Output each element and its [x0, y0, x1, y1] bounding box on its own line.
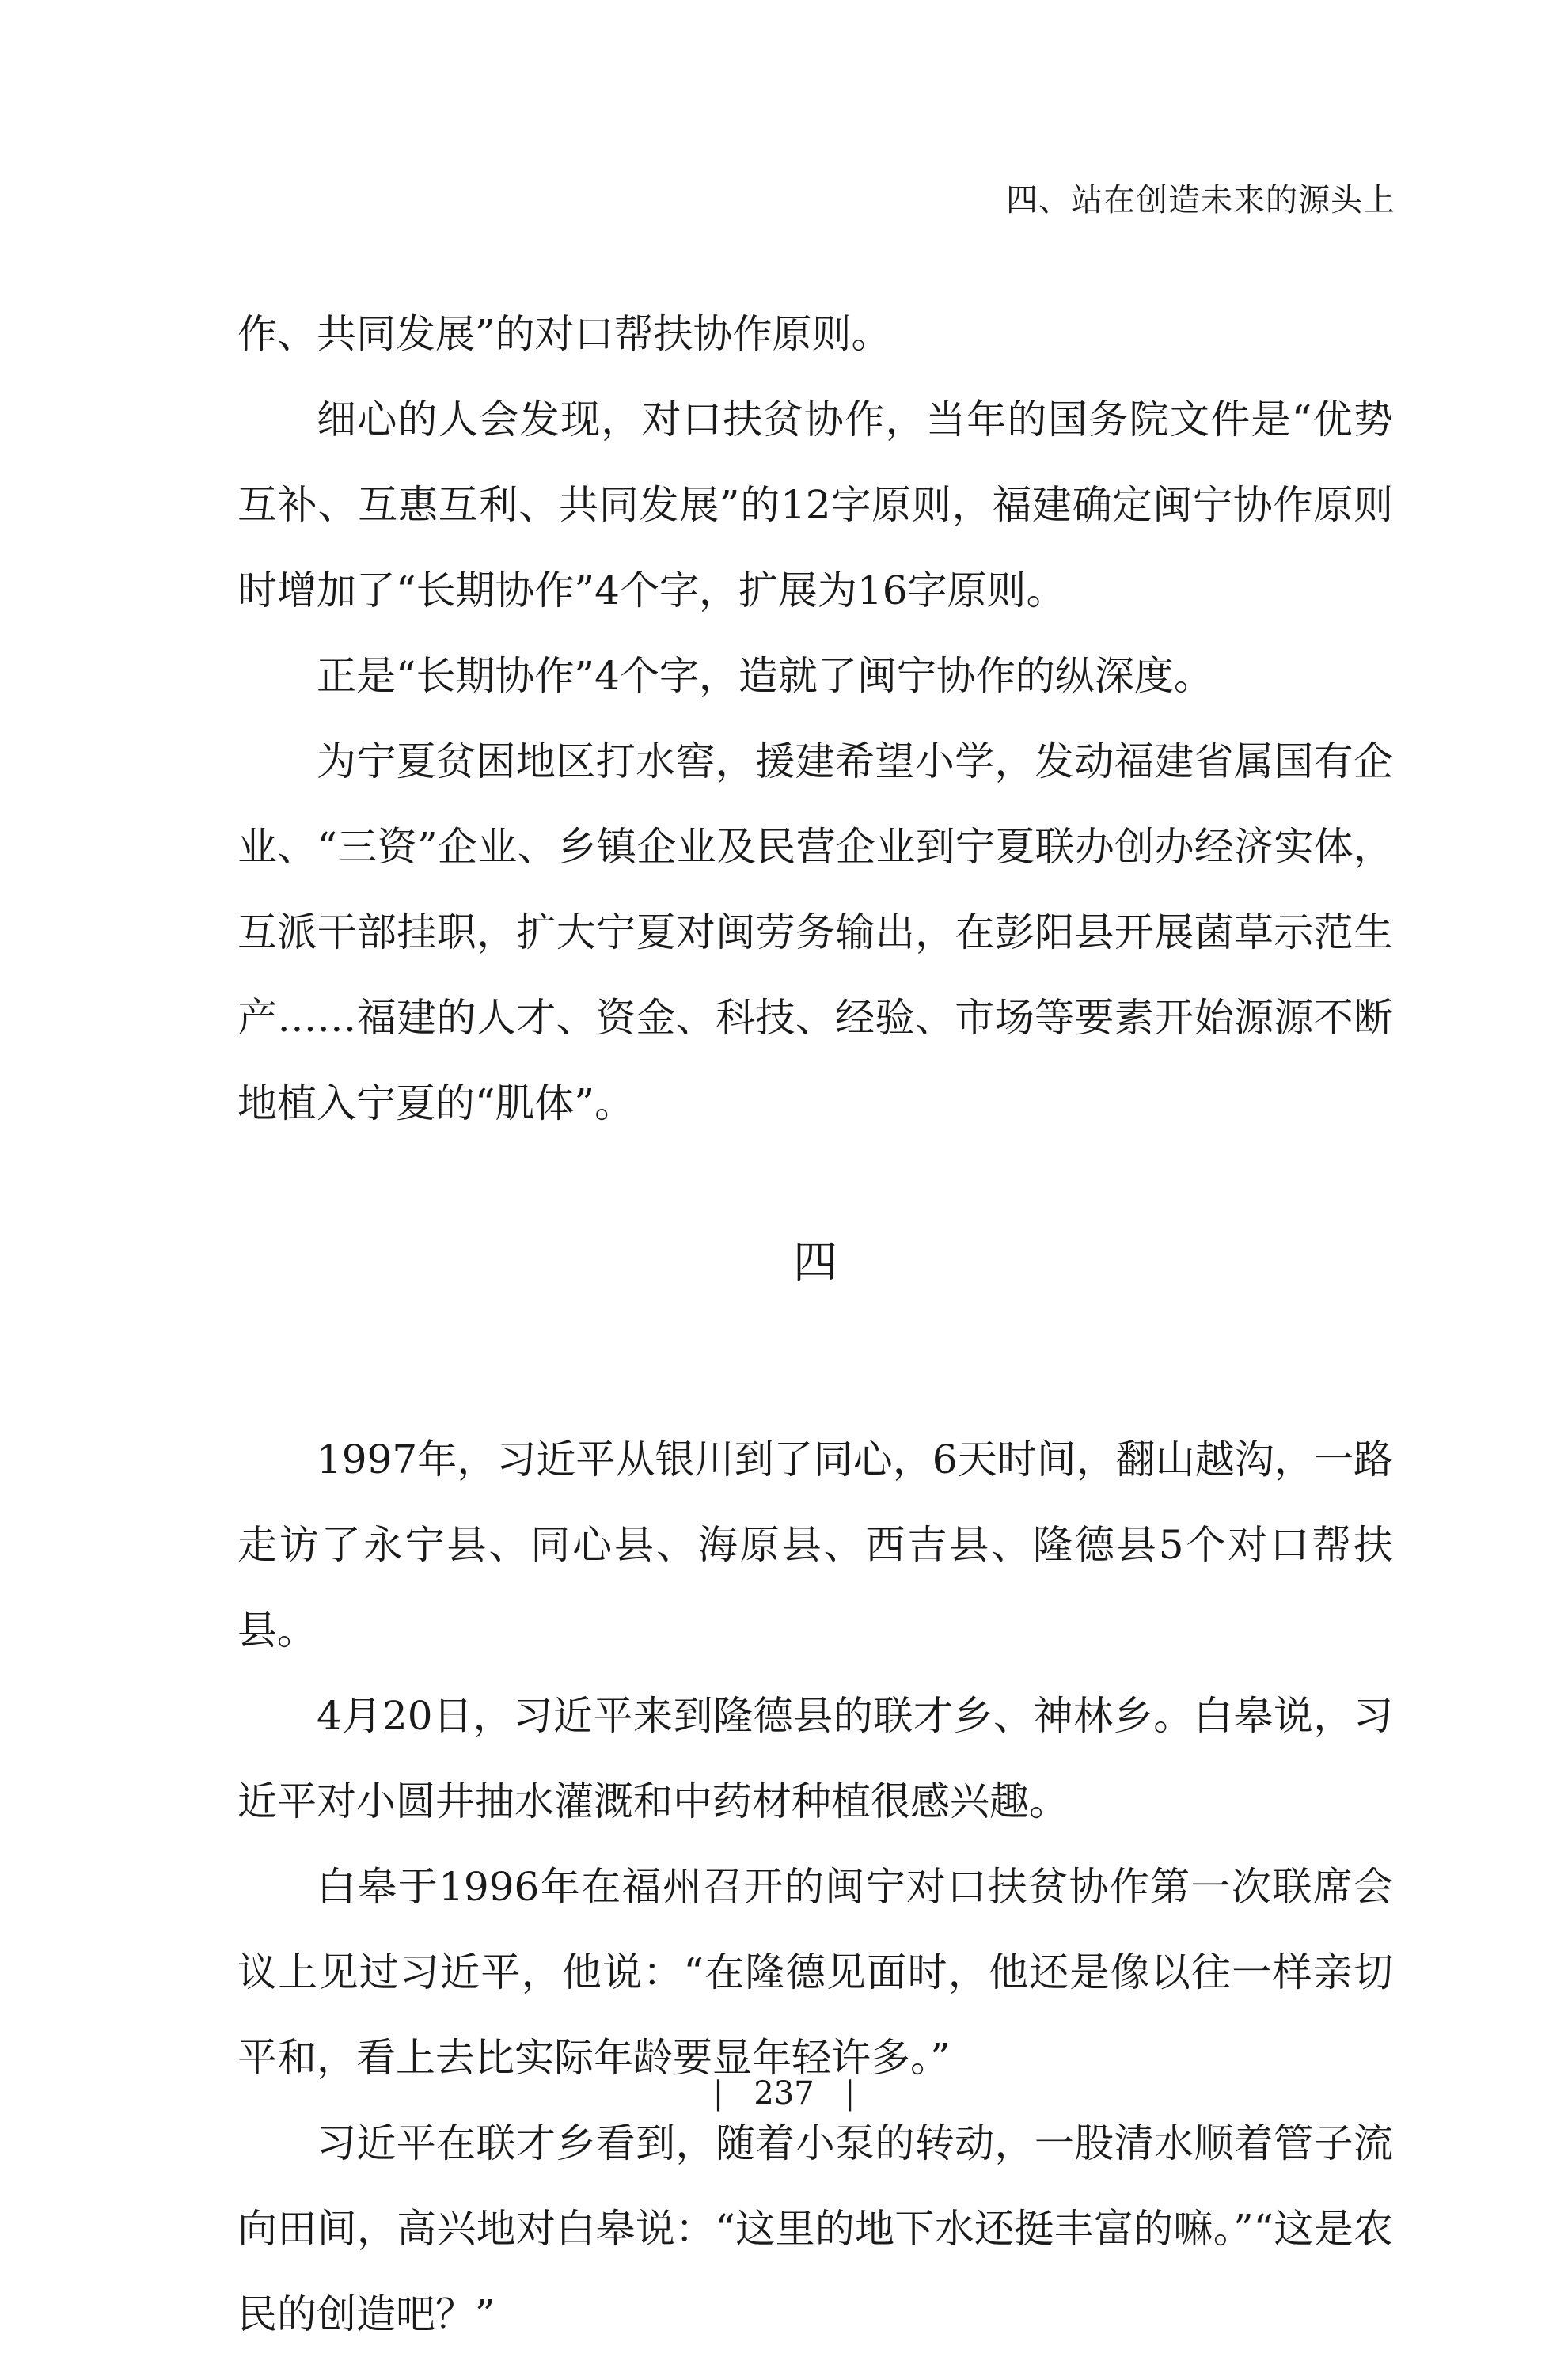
- paragraph: 正是“长期协作”4个字，造就了闽宁协作的纵深度。: [317, 653, 1213, 699]
- paragraph: 4月20日，习近平来到隆德县的联才乡、神林乡。白皋说，习近平对小圆井抽水灌溉和中药材种植很感兴趣。: [237, 1693, 1393, 1824]
- page-number: 237: [754, 2075, 814, 2112]
- paragraph: 白皋于1996年在福州召开的闽宁对口扶贫协作第一次联席会议上见过习近平，他说：“在隆德见面时，他还是像以往一样亲切平和，看上去比实际年龄要显年轻许多。”: [237, 1864, 1393, 2081]
- paragraph: 习近平在联才乡看到，随着小泵的转动，一股清水顺着管子流向田间，高兴地对白皋说：“这里的地下水还挺丰富的嘛。”“这是农民的创造吧？”: [237, 2120, 1393, 2337]
- running-head: 四、站在创造未来的源头上: [1006, 182, 1395, 218]
- folio-rule-right: |: [814, 2075, 856, 2112]
- paragraph: 为宁夏贫困地区打水窖，援建希望小学，发动福建省属国有企业、“三资”企业、乡镇企业及民营企业到宁夏联办创办经济实体，互派干部挂职，扩大宁夏对闽劳务输出，在彭阳县开展菌草示范生产……福建的人才、资金、科技、经验、市场等要素开始源源不断地植入宁夏的“肌体”。: [237, 738, 1393, 1126]
- body-text: [237, 291, 1393, 2357]
- paragraph: 细心的人会发现，对口扶贫协作，当年的国务院文件是“优势互补、互惠互利、共同发展”的12字原则，福建确定闽宁协作原则时增加了“长期协作”4个字，扩展为16字原则。: [237, 397, 1393, 613]
- paragraph: 1997年，习近平从银川到了同心，6天时间，翻山越沟，一路走访了永宁县、同心县、海原县、西吉县、隆德县5个对口帮扶县。: [237, 1437, 1393, 1653]
- paragraph: 作、共同发展”的对口帮扶协作原则。: [237, 311, 891, 357]
- section-title: 四: [793, 1237, 837, 1289]
- page-folio: [0, 2074, 1568, 2113]
- folio-rule-left: |: [712, 2075, 754, 2112]
